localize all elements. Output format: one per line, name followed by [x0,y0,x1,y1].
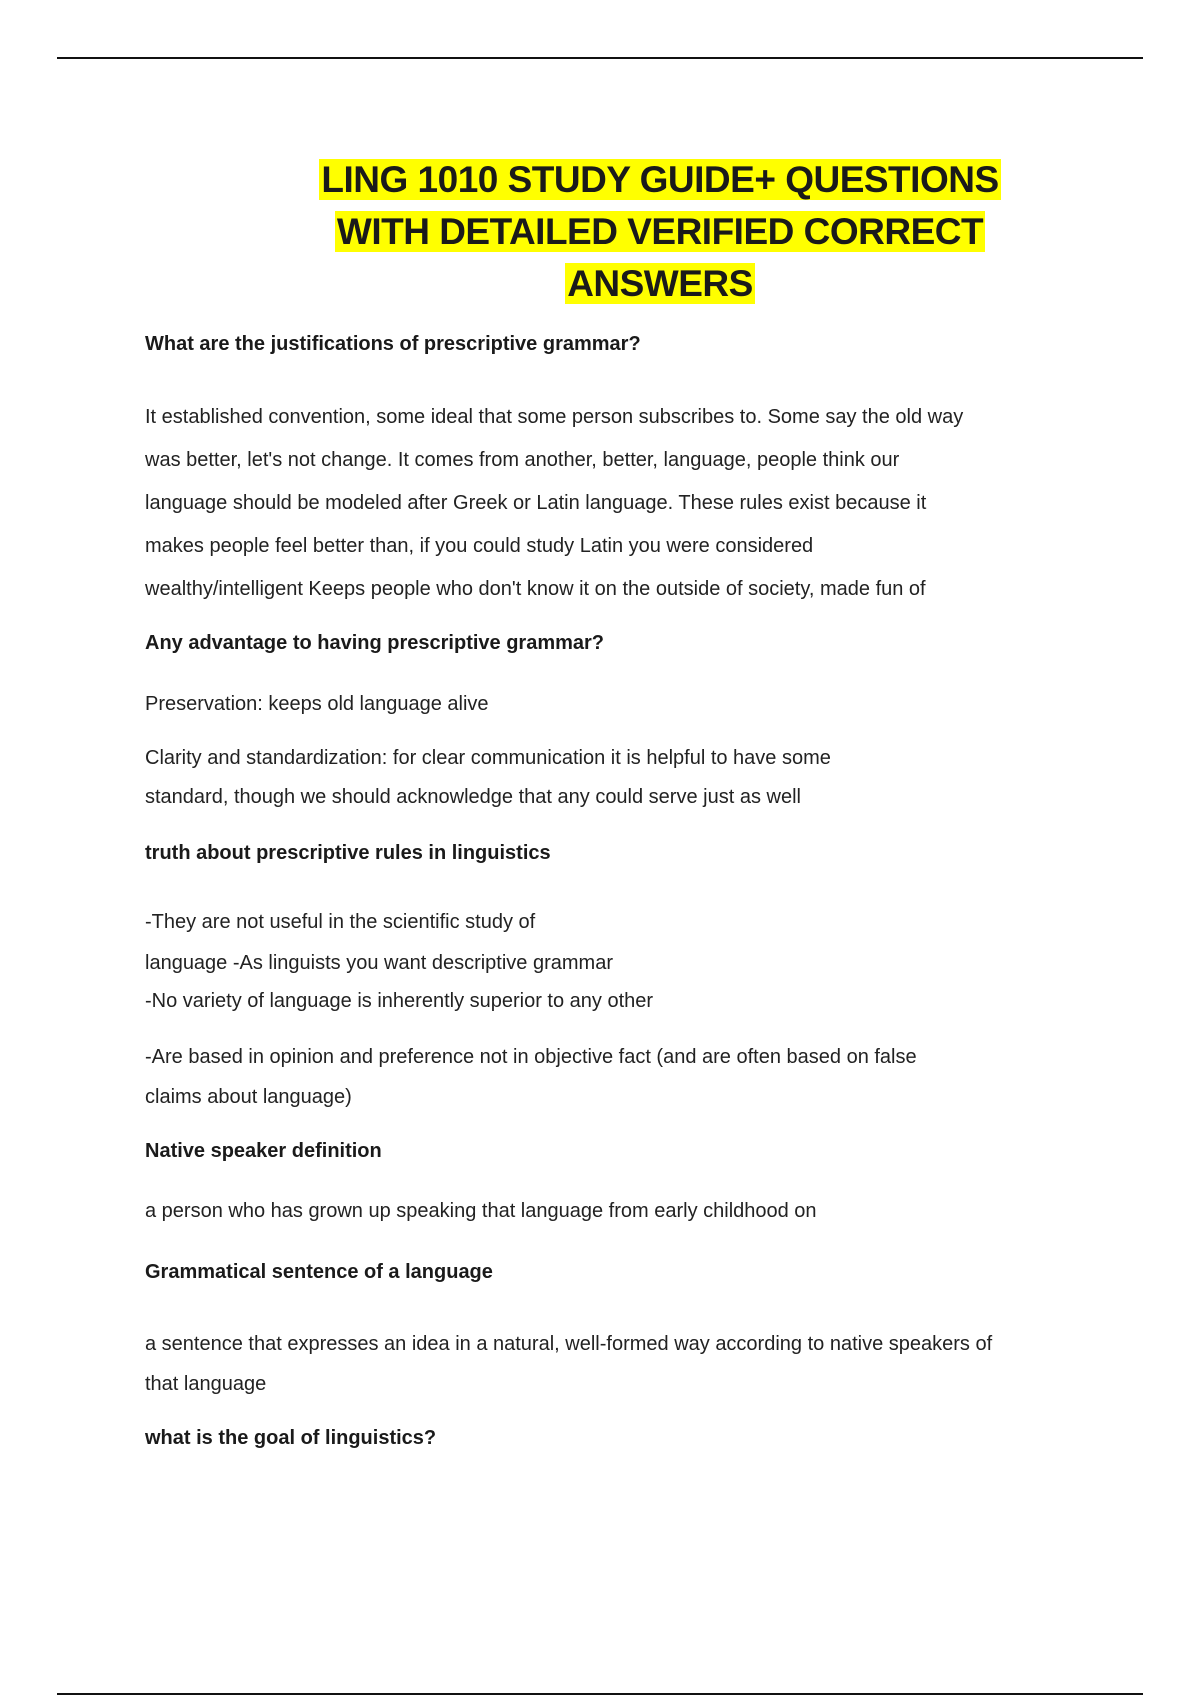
answer-line: makes people feel better than, if you could study Latin you were considered [145,535,814,557]
answer-line: was better, let's not change. It comes from another, better, language, people think our [145,449,900,471]
question-goal-of-linguistics: what is the goal of linguistics? [145,1427,437,1449]
bottom-rule [57,1693,1143,1695]
answer-grammatical-sentence [145,1324,992,1404]
answer-line: standard, though we should acknowledge that any could serve just as well [145,786,801,808]
answer-advantage-preservation: Preservation: keeps old language alive [145,693,489,715]
question-native-speaker: Native speaker definition [145,1140,382,1162]
answer-line: language should be modeled after Greek or Latin language. These rules exist because it [145,492,927,514]
answer-line: Clarity and standardization: for clear communication it is helpful to have some [145,747,831,769]
answer-truth-variety: -No variety of language is inherently superior to any other [145,990,654,1012]
question-truth: truth about prescriptive rules in linguistics [145,842,551,864]
document-title [290,154,1030,310]
answer-line: It established convention, some ideal that some person subscribes to. Some say the old way [145,406,964,428]
answer-truth-scientific [145,902,613,984]
answer-line: claims about language) [145,1086,352,1108]
title-line-3: ANSWERS [567,263,753,304]
answer-line: wealthy/intelligent Keeps people who don't know it on the outside of society, made fun of [145,578,926,600]
question-advantage: Any advantage to having prescriptive grammar? [145,632,605,654]
question-justifications: What are the justifications of prescriptive grammar? [145,333,641,355]
answer-line: -Are based in opinion and preference not in objective fact (and are often based on false [145,1046,917,1068]
answer-line: -They are not useful in the scientific study of [145,911,536,933]
title-line-2: WITH DETAILED VERIFIED CORRECT [336,211,984,252]
answer-line: language -As linguists you want descriptive grammar [145,952,613,974]
answer-native-speaker: a person who has grown up speaking that language from early childhood on [145,1200,817,1222]
question-grammatical-sentence: Grammatical sentence of a language [145,1261,493,1283]
answer-line: a sentence that expresses an idea in a natural, well-formed way according to native speakers of [145,1333,993,1355]
title-line-1: LING 1010 STUDY GUIDE+ QUESTIONS [321,159,999,200]
answer-advantage-clarity [145,739,831,817]
top-rule [57,57,1143,59]
answer-line: that language [145,1373,267,1395]
answer-truth-opinion [145,1037,917,1117]
answer-justifications [145,396,963,611]
